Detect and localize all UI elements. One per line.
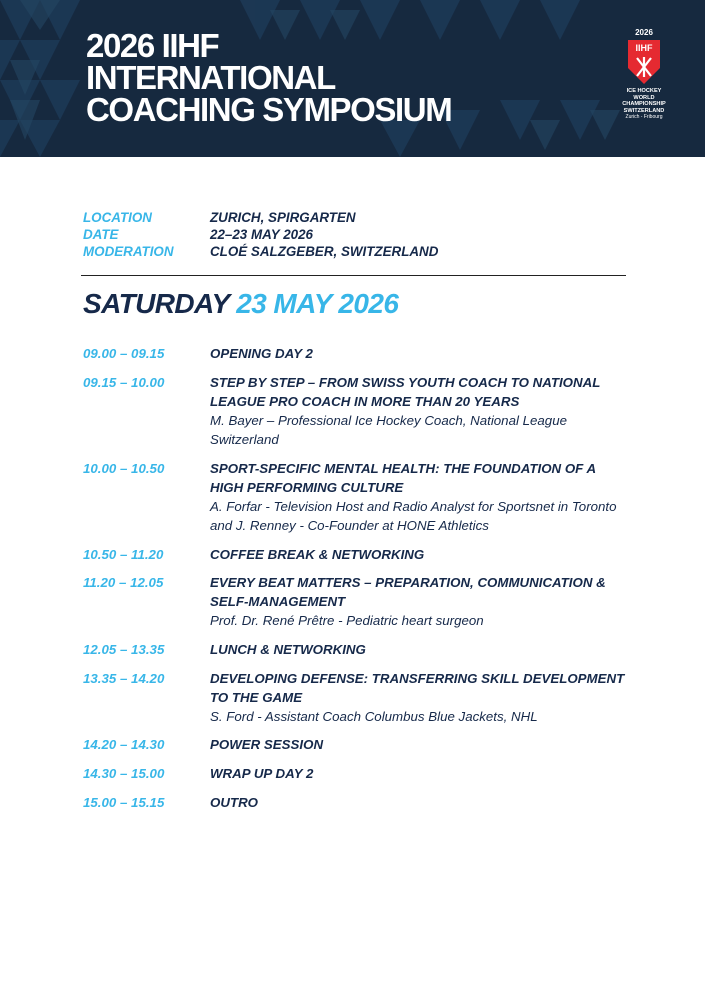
schedule-item <box>83 640 630 659</box>
schedule-item <box>83 459 630 535</box>
schedule-title: SPORT-SPECIFIC MENTAL HEALTH: THE FOUNDATION OF A HIGH PERFORMING CULTURE <box>210 461 596 495</box>
schedule-item <box>83 344 630 363</box>
day-heading <box>83 285 398 323</box>
day-date: 23 MAY 2026 <box>236 288 399 319</box>
schedule-title: EVERY BEAT MATTERS – PREPARATION, COMMUNICATION & SELF-MANAGEMENT <box>210 575 606 609</box>
info-value: CLOÉ SALZGEBER, SWITZERLAND <box>210 244 439 259</box>
schedule-time: 13.35 – 14.20 <box>83 671 165 686</box>
schedule-time: 10.50 – 11.20 <box>83 547 164 562</box>
schedule-item <box>83 545 630 564</box>
schedule-time: 14.30 – 15.00 <box>83 766 165 781</box>
logo-line: SWITZERLAND <box>623 107 665 114</box>
divider <box>81 275 626 276</box>
schedule-speaker: A. Forfar - Television Host and Radio Analyst for Sportsnet in Toronto and J. Renney - Co-Founder at HONE Athletics <box>210 499 617 533</box>
logo-line: ICE HOCKEY <box>626 88 662 94</box>
info-label: MODERATION <box>83 244 174 259</box>
schedule-item <box>83 573 630 630</box>
schedule-time: 12.05 – 13.35 <box>83 642 165 657</box>
title-line: COACHING SYMPOSIUM <box>86 91 452 128</box>
page-title <box>86 27 452 128</box>
logo-text <box>614 88 674 121</box>
info-label: LOCATION <box>83 210 152 225</box>
info-row-date <box>83 226 438 243</box>
schedule-item <box>83 735 630 754</box>
iihf-emblem-icon <box>626 38 662 86</box>
logo-line: WORLD <box>633 94 655 101</box>
info-row-moderation <box>83 243 438 260</box>
logo-year: 2026 <box>635 28 653 37</box>
schedule-time: 11.20 – 12.05 <box>83 575 164 590</box>
schedule-title: OPENING DAY 2 <box>210 346 313 361</box>
schedule-time: 09.15 – 10.00 <box>83 375 165 390</box>
schedule-title: STEP BY STEP – FROM SWISS YOUTH COACH TO NATIONAL LEAGUE PRO COACH IN MORE THAN 20 YEARS <box>210 375 601 409</box>
schedule-title: COFFEE BREAK & NETWORKING <box>210 547 425 562</box>
schedule-speaker: M. Bayer – Professional Ice Hockey Coach, National League Switzerland <box>210 413 567 447</box>
event-info <box>83 209 438 260</box>
schedule-item <box>83 793 630 812</box>
info-value: ZURICH, SPIRGARTEN <box>210 210 356 225</box>
info-label: DATE <box>83 227 119 242</box>
logo-mark-text: IIHF <box>635 43 653 53</box>
logo-cities: Zurich - Fribourg <box>625 114 663 120</box>
title-line: 2026 IIHF <box>86 27 219 64</box>
schedule-time: 10.00 – 10.50 <box>83 461 165 476</box>
info-row-location <box>83 209 438 226</box>
schedule-speaker: S. Ford - Assistant Coach Columbus Blue Jackets, NHL <box>210 709 538 724</box>
schedule-title: POWER SESSION <box>210 737 324 752</box>
title-line: INTERNATIONAL <box>86 59 335 96</box>
schedule-time: 14.20 – 14.30 <box>83 737 165 752</box>
schedule-title: DEVELOPING DEFENSE: TRANSFERRING SKILL DEVELOPMENT TO THE GAME <box>210 671 625 705</box>
schedule-time: 09.00 – 09.15 <box>83 346 165 361</box>
championship-logo <box>614 24 674 130</box>
schedule-item <box>83 764 630 783</box>
schedule-title: OUTRO <box>210 795 259 810</box>
schedule-time: 15.00 – 15.15 <box>83 795 165 810</box>
schedule-title: LUNCH & NETWORKING <box>210 642 366 657</box>
logo-line: CHAMPIONSHIP <box>622 101 666 107</box>
schedule-title: WRAP UP DAY 2 <box>210 766 314 781</box>
info-value: 22–23 MAY 2026 <box>210 227 313 242</box>
schedule-item <box>83 669 630 726</box>
page-header <box>0 0 705 157</box>
day-weekday: SATURDAY <box>83 288 230 319</box>
schedule-item <box>83 373 630 449</box>
schedule-speaker: Prof. Dr. René Prêtre - Pediatric heart surgeon <box>210 613 484 628</box>
